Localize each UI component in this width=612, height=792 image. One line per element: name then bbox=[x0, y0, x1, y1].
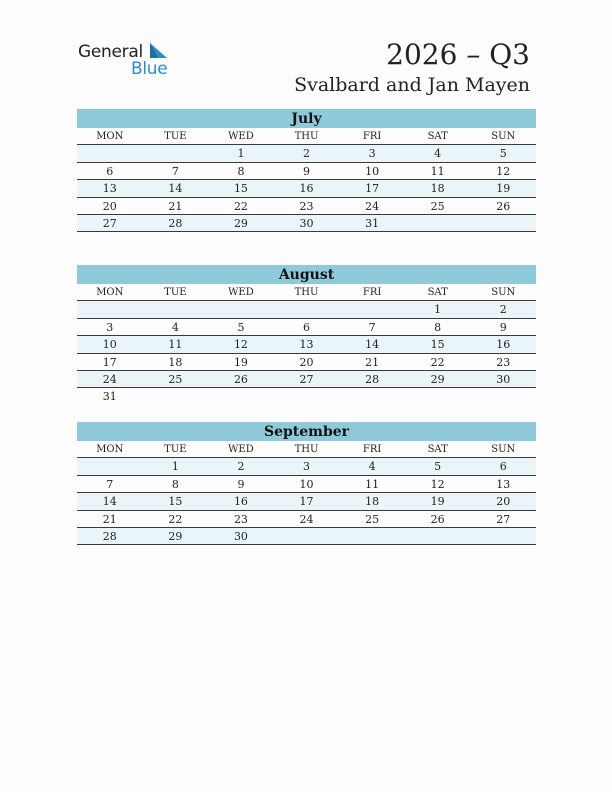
week-row bbox=[77, 336, 536, 353]
day-cell: 31 bbox=[365, 216, 380, 230]
weekday-header-row bbox=[77, 128, 536, 145]
generalblue-logo bbox=[78, 40, 178, 80]
weekday-label: THU bbox=[294, 287, 319, 298]
day-cell: 25 bbox=[430, 199, 445, 213]
day-cell: 15 bbox=[430, 338, 445, 352]
page-title: 2026 – Q3 bbox=[386, 38, 530, 71]
day-cell: 29 bbox=[168, 529, 183, 543]
day-cell: 7 bbox=[368, 320, 376, 334]
weekday-label: SAT bbox=[427, 287, 448, 298]
day-cell: 16 bbox=[299, 182, 314, 196]
week-row bbox=[77, 528, 536, 545]
day-cell: 17 bbox=[102, 355, 117, 369]
day-cell: 7 bbox=[171, 164, 179, 178]
day-cell: 8 bbox=[171, 477, 179, 491]
day-cell: 11 bbox=[168, 338, 183, 352]
day-cell: 22 bbox=[168, 512, 183, 526]
week-row bbox=[77, 180, 536, 197]
weekday-label: MON bbox=[96, 131, 124, 142]
day-cell: 27 bbox=[496, 512, 511, 526]
day-cell: 14 bbox=[102, 495, 117, 509]
day-cell: 16 bbox=[496, 338, 511, 352]
weekday-label: FRI bbox=[362, 444, 382, 455]
day-cell bbox=[274, 528, 340, 544]
weekday-label: THU bbox=[294, 444, 319, 455]
day-cell: 19 bbox=[430, 495, 445, 509]
week-row bbox=[77, 319, 536, 336]
day-cell: 31 bbox=[102, 390, 117, 404]
logo-text-general: General bbox=[78, 42, 143, 62]
day-cell: 3 bbox=[106, 320, 114, 334]
day-cell: 15 bbox=[168, 495, 183, 509]
day-cell: 8 bbox=[237, 164, 245, 178]
day-cell bbox=[77, 301, 143, 317]
month-name: August bbox=[77, 265, 536, 284]
day-cell: 23 bbox=[233, 512, 248, 526]
week-row bbox=[77, 198, 536, 215]
day-cell: 18 bbox=[365, 495, 380, 509]
day-cell: 6 bbox=[499, 460, 507, 474]
week-row bbox=[77, 458, 536, 475]
day-cell: 1 bbox=[171, 460, 179, 474]
day-cell bbox=[339, 388, 405, 405]
day-cell: 26 bbox=[430, 512, 445, 526]
weekday-label: SUN bbox=[491, 287, 516, 298]
day-cell bbox=[143, 301, 209, 317]
weekday-label: THU bbox=[294, 131, 319, 142]
weekday-label: TUE bbox=[164, 131, 187, 142]
weekday-label: FRI bbox=[362, 131, 382, 142]
day-cell: 13 bbox=[102, 182, 117, 196]
day-cell: 25 bbox=[365, 512, 380, 526]
day-cell: 9 bbox=[237, 477, 245, 491]
day-cell: 18 bbox=[168, 355, 183, 369]
weekday-label: WED bbox=[228, 287, 254, 298]
day-cell bbox=[77, 145, 143, 161]
day-cell: 30 bbox=[496, 372, 511, 386]
day-cell: 28 bbox=[102, 529, 117, 543]
month-name: July bbox=[77, 109, 536, 128]
day-cell: 22 bbox=[430, 355, 445, 369]
day-cell: 5 bbox=[237, 320, 245, 334]
day-cell: 24 bbox=[365, 199, 380, 213]
day-cell: 1 bbox=[434, 303, 442, 317]
day-cell: 10 bbox=[299, 477, 314, 491]
day-cell: 21 bbox=[365, 355, 380, 369]
day-cell bbox=[470, 215, 536, 231]
day-cell: 10 bbox=[365, 164, 380, 178]
week-row bbox=[77, 215, 536, 232]
day-cell bbox=[405, 215, 471, 231]
day-cell: 30 bbox=[299, 216, 314, 230]
weekday-label: TUE bbox=[164, 444, 187, 455]
day-cell: 24 bbox=[102, 372, 117, 386]
day-cell: 1 bbox=[237, 147, 245, 161]
day-cell: 12 bbox=[430, 477, 445, 491]
day-cell: 28 bbox=[365, 372, 380, 386]
day-cell: 3 bbox=[303, 460, 311, 474]
day-cell: 4 bbox=[434, 147, 442, 161]
day-cell: 6 bbox=[106, 164, 114, 178]
day-cell: 29 bbox=[233, 216, 248, 230]
day-cell: 2 bbox=[237, 460, 245, 474]
day-cell: 3 bbox=[368, 147, 376, 161]
weekday-label: MON bbox=[96, 287, 124, 298]
weekday-label: SAT bbox=[427, 444, 448, 455]
day-cell bbox=[143, 388, 209, 405]
day-cell: 23 bbox=[496, 355, 511, 369]
day-cell bbox=[470, 388, 536, 405]
day-cell: 25 bbox=[168, 372, 183, 386]
day-cell bbox=[143, 145, 209, 161]
day-cell bbox=[470, 528, 536, 544]
day-cell: 11 bbox=[430, 164, 445, 178]
day-cell bbox=[405, 528, 471, 544]
week-row bbox=[77, 371, 536, 388]
day-cell: 4 bbox=[368, 460, 376, 474]
day-cell: 12 bbox=[233, 338, 248, 352]
day-cell bbox=[208, 388, 274, 405]
day-cell bbox=[339, 528, 405, 544]
week-row bbox=[77, 301, 536, 318]
day-cell: 21 bbox=[168, 199, 183, 213]
logo-triangle-icon bbox=[150, 43, 168, 59]
day-cell: 21 bbox=[102, 512, 117, 526]
weekday-header-row bbox=[77, 284, 536, 301]
day-cell: 5 bbox=[499, 147, 507, 161]
day-cell: 14 bbox=[365, 338, 380, 352]
week-row bbox=[77, 493, 536, 510]
weekday-label: SUN bbox=[491, 131, 516, 142]
month-calendar-august bbox=[77, 265, 536, 406]
day-cell: 22 bbox=[233, 199, 248, 213]
day-cell: 5 bbox=[434, 460, 442, 474]
weekday-label: TUE bbox=[164, 287, 187, 298]
day-cell: 26 bbox=[233, 372, 248, 386]
week-row bbox=[77, 145, 536, 162]
day-cell: 20 bbox=[102, 199, 117, 213]
week-row bbox=[77, 388, 536, 405]
day-cell: 24 bbox=[299, 512, 314, 526]
week-row bbox=[77, 354, 536, 371]
day-cell: 18 bbox=[430, 182, 445, 196]
day-cell: 28 bbox=[168, 216, 183, 230]
day-cell: 2 bbox=[303, 147, 311, 161]
day-cell bbox=[208, 301, 274, 317]
day-cell: 12 bbox=[496, 164, 511, 178]
day-cell: 9 bbox=[499, 320, 507, 334]
day-cell: 20 bbox=[496, 495, 511, 509]
weekday-label: SUN bbox=[491, 444, 516, 455]
day-cell: 19 bbox=[233, 355, 248, 369]
weekday-label: FRI bbox=[362, 287, 382, 298]
weekday-header-row bbox=[77, 441, 536, 458]
week-row bbox=[77, 476, 536, 493]
day-cell: 10 bbox=[102, 338, 117, 352]
day-cell: 26 bbox=[496, 199, 511, 213]
day-cell: 13 bbox=[299, 338, 314, 352]
weekday-label: WED bbox=[228, 131, 254, 142]
weekday-label: WED bbox=[228, 444, 254, 455]
day-cell: 6 bbox=[303, 320, 311, 334]
day-cell: 11 bbox=[365, 477, 380, 491]
day-cell: 8 bbox=[434, 320, 442, 334]
day-cell: 19 bbox=[496, 182, 511, 196]
day-cell: 29 bbox=[430, 372, 445, 386]
day-cell bbox=[274, 301, 340, 317]
week-row bbox=[77, 163, 536, 180]
day-cell: 17 bbox=[299, 495, 314, 509]
day-cell: 16 bbox=[233, 495, 248, 509]
month-name: September bbox=[77, 422, 536, 441]
weekday-label: SAT bbox=[427, 131, 448, 142]
day-cell: 7 bbox=[106, 477, 114, 491]
day-cell: 13 bbox=[496, 477, 511, 491]
day-cell: 27 bbox=[299, 372, 314, 386]
month-calendar-september bbox=[77, 422, 536, 545]
day-cell bbox=[77, 458, 143, 474]
week-row bbox=[77, 511, 536, 528]
day-cell bbox=[274, 388, 340, 405]
logo-text-blue: Blue bbox=[131, 59, 168, 79]
day-cell: 27 bbox=[102, 216, 117, 230]
weekday-label: MON bbox=[96, 444, 124, 455]
day-cell: 30 bbox=[233, 529, 248, 543]
day-cell: 9 bbox=[303, 164, 311, 178]
day-cell: 14 bbox=[168, 182, 183, 196]
page-subtitle: Svalbard and Jan Mayen bbox=[294, 74, 530, 96]
day-cell: 20 bbox=[299, 355, 314, 369]
day-cell bbox=[339, 301, 405, 317]
day-cell: 2 bbox=[499, 303, 507, 317]
day-cell: 17 bbox=[365, 182, 380, 196]
day-cell: 4 bbox=[171, 320, 179, 334]
day-cell: 23 bbox=[299, 199, 314, 213]
day-cell: 15 bbox=[233, 182, 248, 196]
month-calendar-july bbox=[77, 109, 536, 232]
day-cell bbox=[405, 388, 471, 405]
